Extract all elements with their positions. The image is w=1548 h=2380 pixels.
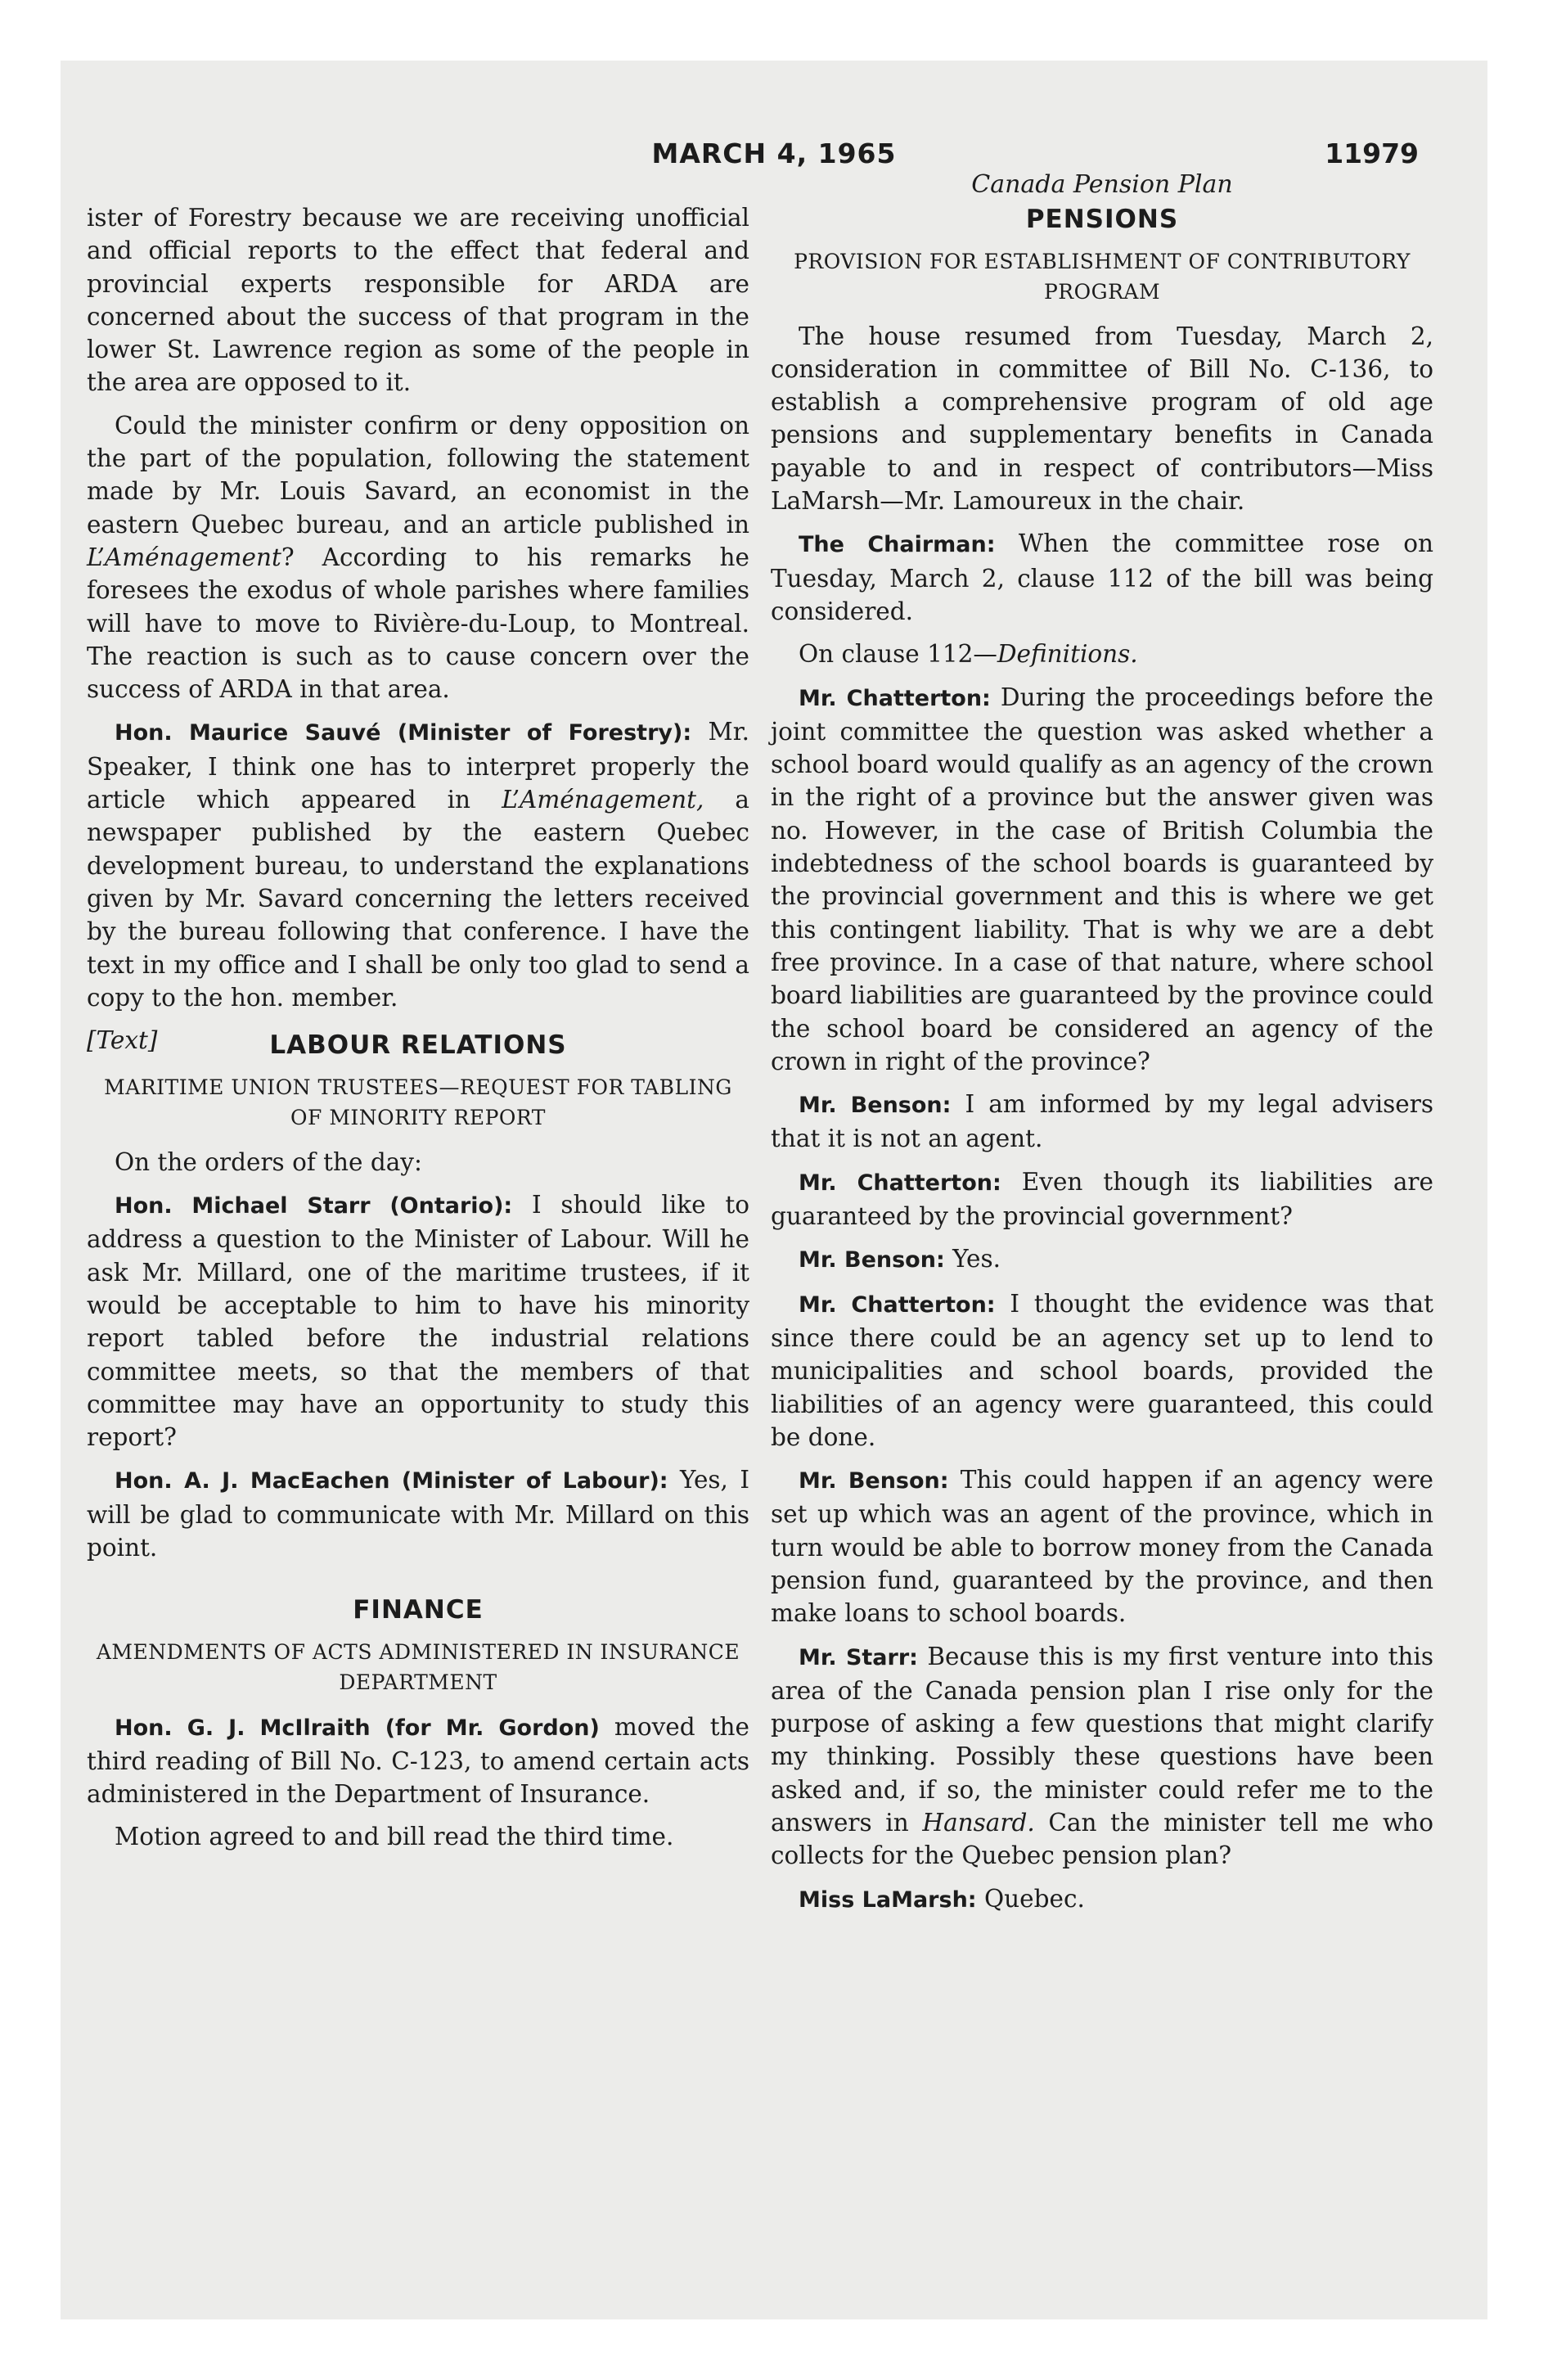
paragraph: [771, 638, 1433, 670]
paragraph-text: Could the minister confirm or deny opposition on the part of the population, following the statement made by Mr. Louis Savard, an economist in the eastern Quebec bureau, and an article published in: [87, 411, 749, 539]
text-marker-label: [Text]: [87, 1026, 158, 1055]
paragraph: [771, 1242, 1433, 1277]
page-number: 11979: [1325, 137, 1419, 169]
left-column: [87, 201, 749, 1864]
section-subheading: PROVISION FOR ESTABLISHMENT OF CONTRIBUTORY PROGRAM: [794, 249, 1411, 304]
paragraph: [771, 1640, 1433, 1873]
paragraph: [87, 409, 749, 706]
paragraph: [87, 1463, 749, 1564]
document-page: [61, 61, 1487, 2319]
speaker-name: Mr. Benson:: [799, 1093, 952, 1119]
paragraph: Motion agreed to and bill read the third time.: [115, 1823, 674, 1851]
paragraph-text: This could happen if an agency were set up which was an agent of the province, which in turn would be able to borrow money from the Canada pension fund, guaranteed by the province, and then make loans to school boards.: [771, 1466, 1433, 1628]
clause-title: Definitions.: [997, 640, 1138, 669]
paragraph-text: moved the third reading of Bill No. C-123, to amend certain acts administered in the Department of Insurance.: [87, 1712, 750, 1809]
section-title: FINANCE: [353, 1595, 484, 1625]
paragraph-text: I am informed by my legal advisers that it is not an agent.: [771, 1090, 1433, 1153]
paragraph-text: Quebec.: [976, 1884, 1085, 1913]
speaker-name: The Chairman:: [799, 532, 996, 558]
speaker-name: Mr. Starr:: [799, 1644, 918, 1670]
paragraph-text: Yes.: [944, 1245, 1001, 1273]
paragraph-text: Yes, I will be glad to communicate with Mr. Millard on this point.: [87, 1466, 749, 1562]
section-subheading: AMENDMENTS OF ACTS ADMINISTERED IN INSURANCE DEPARTMENT: [96, 1639, 740, 1694]
paragraph: The house resumed from Tuesday, March 2, consideration in committee of Bill No. C-136, to establish a comprehensive program of old age pensions and supplementary benefits in Canada payable to and in respect of contributors—Miss LaMarsh—Mr. Lamoureux in the chair.: [771, 322, 1433, 516]
speaker-name: Hon. Michael Starr (Ontario):: [115, 1193, 513, 1219]
section-subheading: MARITIME UNION TRUSTEES—REQUEST FOR TABLING OF MINORITY REPORT: [104, 1075, 732, 1129]
speaker-name: Mr. Chatterton:: [799, 1170, 1001, 1196]
paragraph-text: Can the minister tell me who collects for the Quebec pension plan?: [771, 1809, 1433, 1870]
paragraph-text: When the committee rose on Tuesday, March 2, clause 112 of the bill was being considered.: [771, 530, 1433, 625]
paragraph: [771, 681, 1433, 1079]
right-column: [771, 169, 1433, 1927]
page-date: MARCH 4, 1965: [651, 137, 897, 169]
paragraph-text: I thought the evidence was that since there could be an agency set up to lend to municipalities and school boards, provided the liabilities of an agency were guaranteed, this could be done.: [771, 1289, 1433, 1451]
paragraph: [771, 527, 1433, 628]
section-title: PENSIONS: [1025, 205, 1179, 235]
paragraph-text: a newspaper published by the eastern Quebec development bureau, to understand the explanations given by Mr. Savard concerning the letters received by the bureau following that conference. I have the text in my office and I shall be only too glad to send a copy to the hon. member.: [87, 786, 750, 1012]
speaker-name: Mr. Chatterton:: [799, 685, 991, 711]
paragraph-text: Even though its liabilities are guaranteed by the provincial government?: [771, 1167, 1433, 1231]
publication-title: L’Aménagement: [87, 543, 281, 571]
paragraph-text: Because this is my first venture into this area of the Canada pension plan I rise only for the purpose of asking a few questions that might clarify my thinking. Possibly these questions have been asked and, if so, the minister could refer me to the answers in: [771, 1642, 1433, 1837]
paragraph: [87, 1188, 749, 1454]
paragraph: On the orders of the day:: [115, 1147, 422, 1176]
publication-title: Hansard.: [922, 1809, 1035, 1837]
paragraph: ister of Forestry because we are receiving unofficial and official reports to the effect that federal and provincial experts responsible for ARDA are concerned about the success of that program in the lower St. Lawrence region as some of the people in the area are opposed to it.: [87, 204, 749, 397]
speaker-name: Hon. Maurice Sauvé (Minister of Forestry):: [115, 720, 692, 746]
speaker-name: Mr. Chatterton:: [799, 1291, 996, 1318]
bill-title: Canada Pension Plan: [971, 170, 1233, 199]
section-title: LABOUR RELATIONS: [269, 1030, 567, 1061]
paragraph-text: I should like to address a question to the Minister of Labour. Will he ask Mr. Millard, one of the maritime trustees, if it would be acceptable to him to have his minority report tabled before the industrial relations committee meets, so that the members of that committee may have an opportunity to study this report?: [87, 1191, 749, 1452]
speaker-name: Mr. Benson:: [799, 1468, 949, 1494]
paragraph: [771, 1287, 1433, 1454]
speaker-name: Miss LaMarsh:: [799, 1886, 977, 1913]
speaker-name: Mr. Benson:: [799, 1247, 945, 1273]
paragraph-text: On clause 112—: [799, 640, 997, 669]
paragraph: [771, 1165, 1433, 1233]
paragraph-text: ? According to his remarks he foresees the exodus of whole parishes where families will have to move to Rivière-du-Loup, to Montreal. The reaction is such as to cause concern over the success of ARDA in that area.: [87, 543, 749, 704]
speaker-name: Hon. G. J. McIlraith (for Mr. Gordon): [115, 1715, 600, 1741]
paragraph: [771, 1882, 1433, 1917]
paragraph: [87, 1711, 749, 1811]
speaker-name: Hon. A. J. MacEachen (Minister of Labour):: [115, 1468, 668, 1494]
paragraph: [771, 1088, 1433, 1156]
paragraph-text: During the proceedings before the joint committee the question was asked whether a school board would qualify as an agency of the crown in the right of a province but the answer given was no. However, in the case of British Columbia the indebtedness of the school boards is guaranteed by the provincial government and this is where we get this contingent liability. That is why we are a debt free province. In a case of that nature, where school board liabilities are guaranteed by the province could the school board be considered an agency of the crown in right of the province?: [771, 683, 1433, 1075]
paragraph: [771, 1463, 1433, 1629]
paragraph-text: Mr. Speaker, I think one has to interpret properly the article which appeared in: [87, 718, 749, 814]
publication-title: L’Aménagement,: [502, 786, 704, 814]
paragraph: [87, 715, 749, 1014]
